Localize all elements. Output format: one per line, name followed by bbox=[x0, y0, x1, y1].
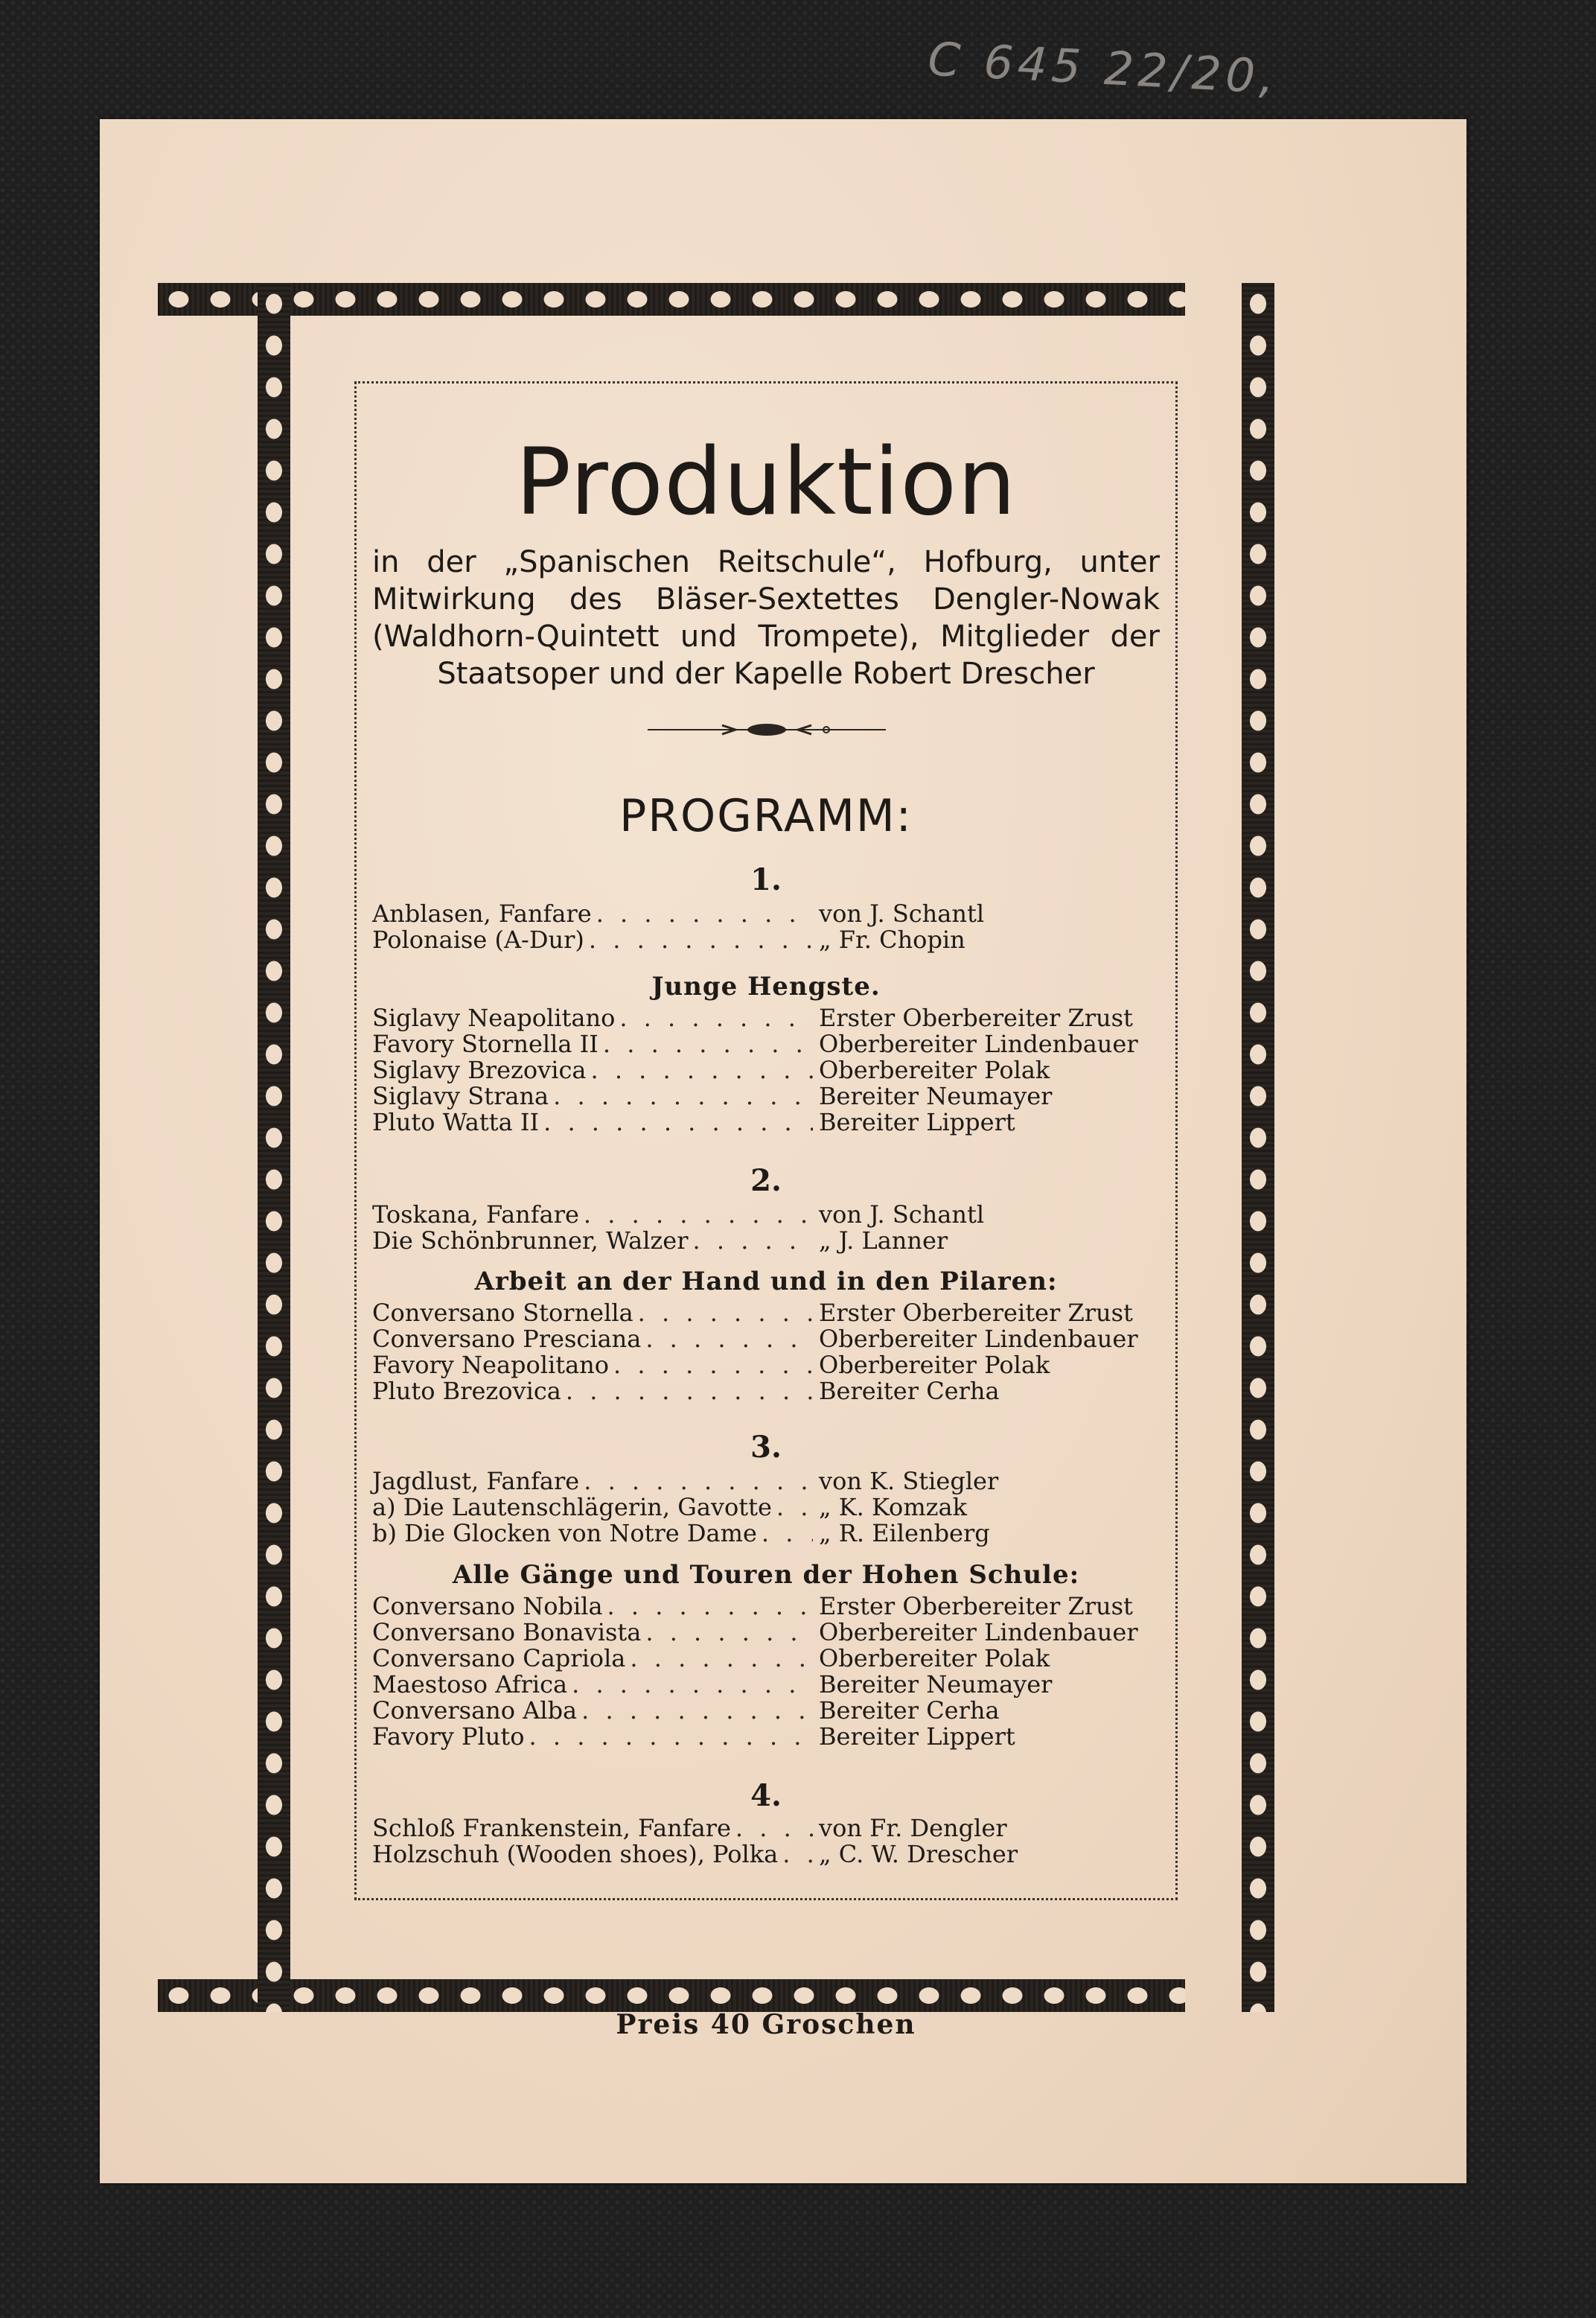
music-row: Toskana, Fanfare . . . von J. Schantl bbox=[372, 1202, 1169, 1228]
rider-row: Conversano Presciana . . . Oberbereiter Lindenbauer bbox=[372, 1326, 1169, 1352]
rider-row: Siglavy Strana . . . Bereiter Neumayer bbox=[372, 1083, 1169, 1109]
rider-row: Pluto Watta II . . . Bereiter Lippert bbox=[372, 1109, 1169, 1136]
intro-paragraph bbox=[372, 544, 1160, 692]
music-row: a) Die Lautenschlägerin, Gavotte . . . „ K. Komzak bbox=[372, 1494, 1169, 1521]
border-left bbox=[258, 283, 290, 2012]
rider-row: Conversano Capriola . . . Oberbereiter Polak bbox=[372, 1646, 1169, 1672]
rider-row: Conversano Alba . . . Bereiter Cerha bbox=[372, 1698, 1169, 1724]
rider-row: Favory Pluto . . . Bereiter Lippert bbox=[372, 1724, 1169, 1750]
music-row: Anblasen, Fanfare . . . von J. Schantl bbox=[372, 901, 1169, 927]
music-row: Jagdlust, Fanfare . . . von K. Stiegler bbox=[372, 1468, 1169, 1494]
price-label: Preis 40 Groschen bbox=[616, 2009, 916, 2040]
subheading-3: Alle Gänge und Touren der Hohen Schule: bbox=[452, 1560, 1080, 1590]
rider-list-1 bbox=[372, 1005, 1169, 1136]
music-list-1 bbox=[372, 901, 1169, 953]
music-list-2 bbox=[372, 1202, 1169, 1254]
rider-list-3 bbox=[372, 1593, 1169, 1750]
music-row: b) Die Glocken von Notre Dame . . . „ R. Eilenberg bbox=[372, 1521, 1169, 1547]
rider-row: Favory Neapolitano . . . Oberbereiter Polak bbox=[372, 1352, 1169, 1378]
ornament-divider bbox=[648, 715, 886, 745]
intro-line-3: (Waldhorn-Quintett und Trompete), Mitglieder der bbox=[372, 620, 1160, 654]
programm-heading: PROGRAMM: bbox=[619, 790, 913, 842]
page-title: Produktion bbox=[515, 429, 1017, 536]
rider-row: Siglavy Brezovica . . . Oberbereiter Polak bbox=[372, 1057, 1169, 1083]
rider-row: Favory Stornella II . . . Oberbereiter Lindenbauer bbox=[372, 1031, 1169, 1057]
rider-list-2 bbox=[372, 1300, 1169, 1404]
music-list-4 bbox=[372, 1815, 1169, 1868]
intro-line-2: Mitwirkung des Bläser-Sextettes Dengler-Nowak bbox=[372, 582, 1160, 617]
section-number-1: 1. bbox=[750, 862, 782, 897]
border-top bbox=[158, 283, 1185, 316]
section-number-3: 3. bbox=[750, 1430, 782, 1465]
border-bottom bbox=[158, 1979, 1185, 2012]
rider-row: Conversano Bonavista . . . Oberbereiter Lindenbauer bbox=[372, 1620, 1169, 1646]
music-row: Schloß Frankenstein, Fanfare . . . von Fr. Dengler bbox=[372, 1815, 1169, 1841]
rider-row: Pluto Brezovica . . . Bereiter Cerha bbox=[372, 1378, 1169, 1404]
music-row: Polonaise (A-Dur) . . . „ Fr. Chopin bbox=[372, 927, 1169, 953]
rider-row: Conversano Nobila . . . Erster Oberbereiter Zrust bbox=[372, 1593, 1169, 1620]
intro-line-1: in der „Spanischen Reitschule“, Hofburg, unter bbox=[372, 545, 1160, 579]
subheading-2: Arbeit an der Hand und in den Pilaren: bbox=[474, 1267, 1058, 1296]
handwritten-archive-number: C 645 22/20, bbox=[926, 31, 1280, 105]
rider-row: Siglavy Neapolitano . . . Erster Oberbereiter Zrust bbox=[372, 1005, 1169, 1031]
music-list-3 bbox=[372, 1468, 1169, 1547]
music-row: Die Schönbrunner, Walzer . . . „ J. Lanner bbox=[372, 1228, 1169, 1254]
section-number-4: 4. bbox=[750, 1778, 782, 1813]
rider-row: Conversano Stornella . . . Erster Oberbereiter Zrust bbox=[372, 1300, 1169, 1326]
border-right bbox=[1242, 283, 1274, 2012]
intro-line-4: Staatsoper und der Kapelle Robert Drescher bbox=[437, 657, 1095, 691]
rider-row: Maestoso Africa . . . Bereiter Neumayer bbox=[372, 1672, 1169, 1698]
subheading-1: Junge Hengste. bbox=[651, 972, 881, 1002]
section-number-2: 2. bbox=[750, 1163, 782, 1198]
music-row: Holzschuh (Wooden shoes), Polka . . . „ C. W. Drescher bbox=[372, 1841, 1169, 1868]
